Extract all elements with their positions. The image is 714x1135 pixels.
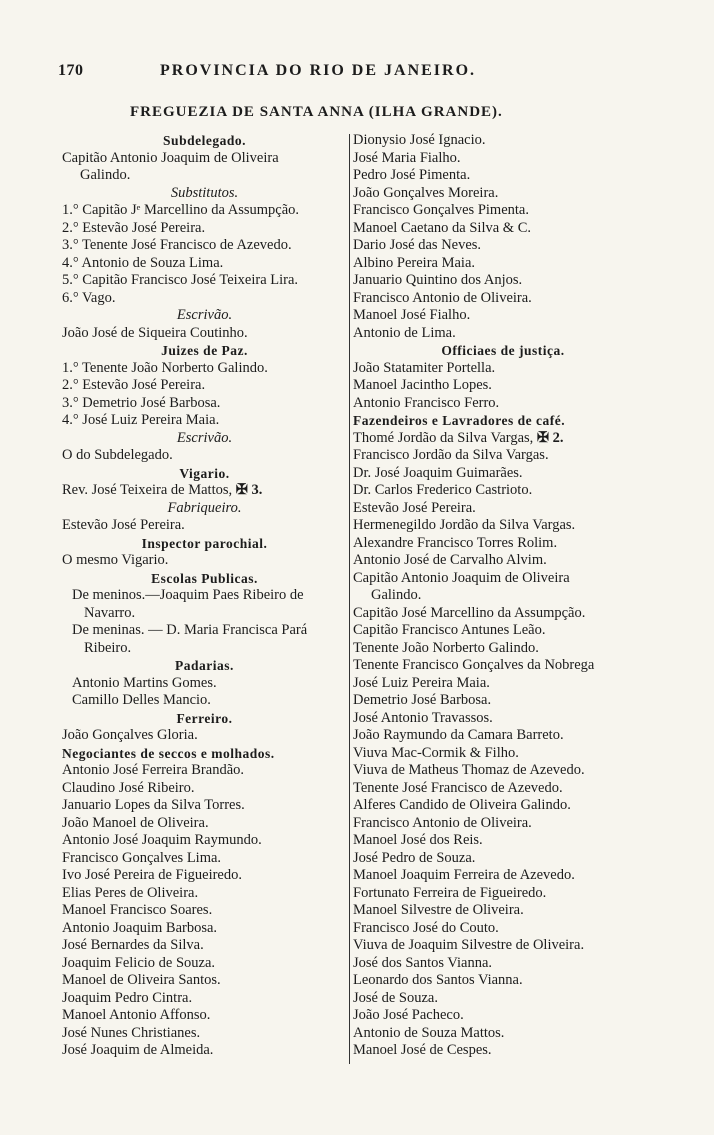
juizes-list <box>62 360 347 430</box>
list-item: Januario Quintino dos Anjos. <box>353 272 523 288</box>
list-item: José Nunes Christianes. <box>62 1024 201 1041</box>
subdelegado-name: Capitão Antonio Joaquim de Oliveira <box>62 149 279 166</box>
section-heading-escrivao-2: Escrivão. <box>176 429 233 446</box>
vigario-entry <box>62 482 347 500</box>
list-item: Viuva Mac-Cormik & Filho. <box>353 744 519 761</box>
escrivao-name: João José de Siqueira Coutinho. <box>62 324 248 341</box>
list-item: José dos Santos Vianna. <box>353 954 493 971</box>
section-heading-subdelegado: Subdelegado. <box>163 133 246 148</box>
list-item: Antonio Francisco Ferro. <box>353 394 500 411</box>
list-item: Francisco Antonio de Oliveira. <box>353 289 532 306</box>
list-item: Manoel José Fialho. <box>353 307 471 323</box>
list-item: Januario Lopes da Silva Torres. <box>62 797 245 813</box>
list-item: Camillo Delles Mancio. <box>72 692 211 708</box>
list-item: Albino Pereira Maia. <box>353 254 476 271</box>
list-item: Capitão Antonio Joaquim de Oliveira <box>353 569 570 586</box>
inspector-name: O mesmo Vigario. <box>62 552 169 568</box>
ferreiro-name: João Gonçalves Gloria. <box>62 727 198 743</box>
list-item: Viuva de Matheus Thomaz de Azevedo. <box>353 762 585 778</box>
list-item: Dionysio José Ignacio. <box>353 132 486 148</box>
list-item: Antonio de Lima. <box>353 324 456 341</box>
list-item: José Bernardes da Silva. <box>62 937 204 953</box>
continued-list <box>353 132 653 342</box>
list-item: Elias Peres de Oliveira. <box>62 884 199 901</box>
negociantes-list <box>62 762 347 1060</box>
running-title: PROVINCIA DO RIO DE JANEIRO. <box>160 62 477 79</box>
list-item: Claudino José Ribeiro. <box>62 779 195 796</box>
list-item: José Luiz Pereira Maia. <box>353 674 490 691</box>
list-item: Dr. Carlos Frederico Castrioto. <box>353 482 533 498</box>
list-item: Pedro José Pimenta. <box>353 167 471 183</box>
list-item: Joaquim Felicio de Souza. <box>62 954 216 971</box>
section-heading-negociantes: Negociantes de seccos e molhados. <box>62 745 275 761</box>
list-item: Manoel Silvestre de Oliveira. <box>353 902 524 918</box>
list-item: João Raymundo da Camara Barreto. <box>353 727 564 743</box>
list-item: Tenente João Norberto Galindo. <box>353 639 539 656</box>
list-item: Manoel Joaquim Ferreira de Azevedo. <box>353 867 575 883</box>
list-item: Manoel Francisco Soares. <box>62 902 213 918</box>
list-item: 4.° Antonio de Souza Lima. <box>62 254 224 271</box>
page-header <box>0 62 714 86</box>
list-item: João Manoel de Oliveira. <box>62 814 209 831</box>
list-item: Francisco Gonçalves Lima. <box>62 849 222 866</box>
escola-entry-cont: Ribeiro. <box>84 639 132 656</box>
list-item: Francisco Jordão da Silva Vargas. <box>353 447 549 463</box>
list-item: João Gonçalves Moreira. <box>353 184 499 201</box>
section-heading-inspector: Inspector parochial. <box>141 535 268 551</box>
list-item-cont: Galindo. <box>371 587 422 603</box>
list-item: Hermenegildo Jordão da Silva Vargas. <box>353 517 576 533</box>
list-item: Antonio Joaquim Barbosa. <box>62 919 218 936</box>
list-item: Fortunato Ferreira de Figueiredo. <box>353 884 547 901</box>
list-item: Antonio Martins Gomes. <box>72 674 217 691</box>
page-number: 170 <box>58 62 84 79</box>
list-item: Leonardo dos Santos Vianna. <box>353 972 523 988</box>
list-item: 4.° José Luiz Pereira Maia. <box>62 412 220 428</box>
list-item: José Pedro de Souza. <box>353 849 476 866</box>
list-item: Dario José das Neves. <box>353 237 482 253</box>
left-column <box>62 132 347 1060</box>
list-item: 3.° Tenente José Francisco de Azevedo. <box>62 237 292 253</box>
list-item: Capitão Francisco Antunes Leão. <box>353 622 546 638</box>
section-heading-fazendeiros: Fazendeiros e Lavradores de café. <box>353 413 566 428</box>
list-item: 2.° Estevão José Pereira. <box>62 377 206 393</box>
list-item: João José Pacheco. <box>353 1007 464 1023</box>
section-heading-vigario: Vigario. <box>179 465 230 481</box>
list-item: José Antonio Travassos. <box>353 709 493 726</box>
right-column <box>353 132 653 1060</box>
list-item: Manoel José de Cespes. <box>353 1042 492 1058</box>
cross-icon: ✠ 3. <box>235 482 263 498</box>
column-divider <box>349 134 350 1064</box>
list-item: Francisco José do Couto. <box>353 919 499 936</box>
list-item: Capitão José Marcellino da Assumpção. <box>353 604 586 621</box>
list-item: 2.° Estevão José Pereira. <box>62 219 206 236</box>
list-item: Viuva de Joaquim Silvestre de Oliveira. <box>353 937 585 953</box>
section-heading-officiaes: Officiaes de justiça. <box>441 343 565 358</box>
list-item: Tenente Francisco Gonçalves da Nobrega <box>353 657 595 673</box>
list-item: Antonio José Joaquim Raymundo. <box>62 832 262 848</box>
escola-entry: De meninas. — D. Maria Francisca Pará <box>72 622 308 638</box>
subdelegado-name-cont: Galindo. <box>80 167 131 183</box>
section-heading-substitutos: Substitutos. <box>170 184 239 201</box>
substitutos-list <box>62 202 347 307</box>
list-item: Antonio José Ferreira Brandão. <box>62 762 245 778</box>
vigario-name: Rev. José Teixeira de Mattos, <box>62 482 233 498</box>
list-item: José Maria Fialho. <box>353 149 461 166</box>
fazendeiros-list-b <box>353 605 653 1060</box>
list-item: 5.° Capitão Francisco José Teixeira Lira. <box>62 272 299 288</box>
list-item: João Statamiter Portella. <box>353 359 496 376</box>
list-item: Manoel de Oliveira Santos. <box>62 972 221 988</box>
list-item: Antonio José de Carvalho Alvim. <box>353 552 547 568</box>
fazendeiros-list-a <box>353 447 653 570</box>
list-item: Demetrio José Barbosa. <box>353 692 492 708</box>
list-item: Manoel Jacintho Lopes. <box>353 377 492 393</box>
list-item: Francisco Gonçalves Pimenta. <box>353 202 529 218</box>
list-item: 6.° Vago. <box>62 289 116 306</box>
officiaes-list <box>353 360 653 413</box>
fabriqueiro-name: Estevão José Pereira. <box>62 517 185 533</box>
section-heading-juizes: Juizes de Paz. <box>161 343 248 358</box>
list-item: Manoel Caetano da Silva & C. <box>353 219 531 236</box>
section-heading-ferreiro: Ferreiro. <box>176 710 233 726</box>
list-item: José Joaquim de Almeida. <box>62 1042 214 1058</box>
list-item: 1.° Tenente João Norberto Galindo. <box>62 359 268 376</box>
escrivao-name-2: O do Subdelegado. <box>62 447 173 463</box>
section-heading-padarias: Padarias. <box>175 658 234 673</box>
section-heading-escrivao: Escrivão. <box>176 307 233 323</box>
list-item: Antonio de Souza Mattos. <box>353 1024 505 1041</box>
fazendeiro-entry <box>353 430 653 448</box>
list-item: José de Souza. <box>353 989 438 1006</box>
list-item: Joaquim Pedro Cintra. <box>62 989 193 1006</box>
section-heading-fabriqueiro: Fabriqueiro. <box>167 499 242 516</box>
fazendeiro-name: Thomé Jordão da Silva Vargas, <box>353 429 534 446</box>
list-item: Dr. José Joaquim Guimarães. <box>353 464 523 481</box>
list-item: Francisco Antonio de Oliveira. <box>353 814 532 831</box>
list-item: 3.° Demetrio José Barbosa. <box>62 394 221 411</box>
escola-entry: De meninos.—Joaquim Paes Ribeiro de <box>72 587 304 603</box>
section-heading-escolas: Escolas Publicas. <box>151 570 258 586</box>
list-item: Estevão José Pereira. <box>353 499 476 516</box>
cross-icon: ✠ 2. <box>536 429 564 446</box>
escola-entry-cont: Navarro. <box>84 604 136 621</box>
list-item: Ivo José Pereira de Figueiredo. <box>62 867 242 883</box>
list-item: 1.° Capitão Jᵉ Marcellino da Assumpção. <box>62 202 300 218</box>
list-item: Alexandre Francisco Torres Rolim. <box>353 534 558 551</box>
list-item: Manoel José dos Reis. <box>353 832 483 848</box>
list-item: Manoel Antonio Affonso. <box>62 1007 211 1023</box>
parish-title: FREGUEZIA DE SANTA ANNA (ILHA GRANDE). <box>130 104 503 120</box>
list-item: Alferes Candido de Oliveira Galindo. <box>353 797 571 813</box>
list-item: Tenente José Francisco de Azevedo. <box>353 779 563 796</box>
